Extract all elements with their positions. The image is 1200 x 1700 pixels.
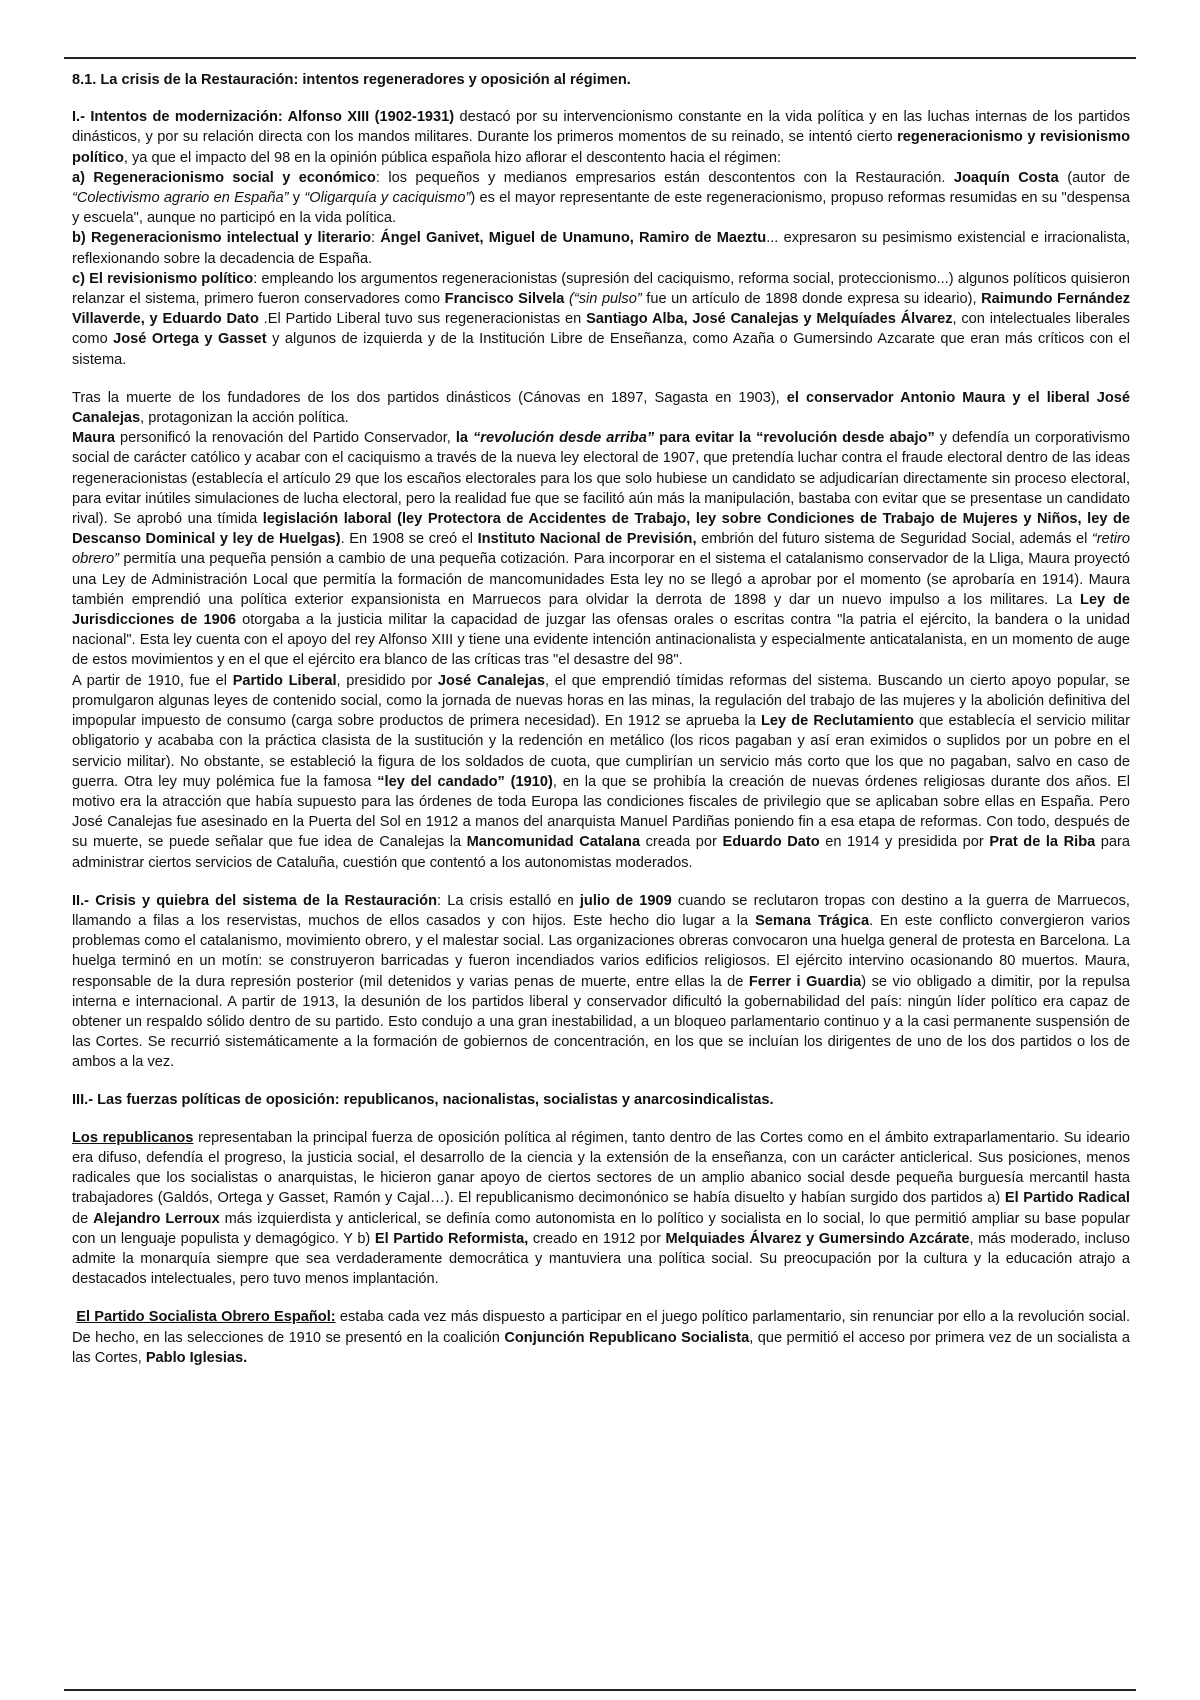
top-rule bbox=[64, 57, 1136, 59]
paragraph-regeneracionismo-social: a) Regeneracionismo social y económico: los pequeños y medianos empresarios están descontentos con la Restauración. Joaquín Costa (autor de “Colectivismo agrario en España” y “Oligarquía y caciquismo”) es el mayor representante de este regeneracionismo, propuso reformas resumidas en su "despensa y escuela", aunque no participó en la vida política. bbox=[72, 169, 1131, 227]
paragraph-republicanos: Los republicanos representaban la principal fuerza de oposición política al régimen, tanto dentro de las Cortes como en el ámbito extraparlamentario. Su ideario era difuso, defendía el progreso, la justicia social, el desarrollo de la ciencia y la extensión de la enseñanza, con un carácter anticlerical. Sus posiciones, menos radicales que los socialistas o anarquistas, le hicieron ganar apoyo de ciertos sectores de un amplio abanico social desde pequeña burguesía mercantil hasta trabajadores (Galdós, Ortega y Gasset, Ramón y Cajal…). El republicanismo decimonónico se había disuelto y habían surgido dos partidos a) El Partido Radical de Alejandro Lerroux más izquierdista y anticlerical, se definía como autonomista en lo político y socialista en lo social, lo que permitió ampliar su base popular con un lenguaje populista y demagógico. Y b) El Partido Reformista, creado en 1912 por Melquiades Álvarez y Gumersindo Azcárate, más moderado, incluso admite la monarquía siempre que sea verdaderamente democrática y mantuviera una política social. Su preocupación por la cultura y la educación atrajo a destacados intelectuales, pero tuvo menos implantación. bbox=[72, 1129, 1131, 1288]
paragraph-maura-canalejas: Tras la muerte de los fundadores de los dos partidos dinásticos (Cánovas en 1897, Sagasta en 1903), el conservador Antonio Maura y el liberal José Canalejas, protagonizan la acción política. bbox=[72, 389, 1131, 427]
section-heading-oposicion: III.- Las fuerzas políticas de oposición: republicanos, nacionalistas, socialistas y anarcosindicalistas. bbox=[72, 1091, 774, 1108]
paragraph-intentos-modernizacion: I.- Intentos de modernización: Alfonso XIII (1902-1931) destacó por su intervencionismo constante en la vida política y en las luchas internas de los partidos dinásticos, y por su relación directa con los mandos militares. Durante los primeros momentos de su reinado, se intentó cierto regeneracionismo y revisionismo político, ya que el impacto del 98 en la opinión pública española hizo aflorar el descontento hacia el régimen: bbox=[72, 109, 1131, 166]
paragraph-maura: Maura personificó la renovación del Partido Conservador, la “revolución desde arriba” para evitar la “revolución desde abajo” y defendía un corporativismo social de carácter católico y acabar con el caciquismo a través de la nueva ley electoral de 1907, que pretendía luchar contra el fraude electoral dentro de las ideas regeneracionistas (establecía el artículo 29 que los escaños electorales para los que solo hubiese un candidato se adjudicarían directamente sin proceso electoral, para evitar inútiles simulaciones de lucha electoral, pero la realidad fue que se facilitó aún más la manipulación, bastaba con evitar que se presentase un candidato rival). Se aprobó una tímida legislación laboral (ley Protectora de Accidentes de Trabajo, ley sobre Condiciones de Trabajo de Mujeres y Niños, ley de Descanso Dominical y ley de Huelgas). En 1908 se creó el Instituto Nacional de Previsión, embrión del futuro sistema de Seguridad Social, además el “retiro obrero” permitía una pequeña pensión a cambio de una pequeña cotización. Para incorporar en el sistema el catalanismo conservador de la Lliga, Maura proyectó una Ley de Administración Local que permitía la formación de mancomunidades Esta ley no se llegó a aprobar por el momento (se aprobaría en 1914). Maura también emprendió una política exterior expansionista en Marruecos para olvidar la derrota de 1898 y dar un nuevo impulso a los militares. La Ley de Jurisdicciones de 1906 otorgaba a la justicia militar la capacidad de juzgar las ofensas orales o escritas contra "la patria el ejército, la bandera o la unidad nacional". Esta ley cuenta con el apoyo del rey Alfonso XIII y tiene una evidente intención antinacionalista y especialmente anticatalanista, en un momento de auge de estos movimientos y en el que el ejército era blanco de las críticas tras "el desastre del 98". bbox=[72, 430, 1131, 669]
page-title: 8.1. La crisis de la Restauración: intentos regeneradores y oposición al régimen. bbox=[72, 72, 631, 88]
paragraph-crisis-quiebra: II.- Crisis y quiebra del sistema de la Restauración: La crisis estalló en julio de 1909 cuando se reclutaron tropas con destino a la guerra de Marruecos, llamando a filas a los reservistas, muchos de ellos casados y con hijos. Este hecho dio lugar a la Semana Trágica. En este conflicto convergieron varios problemas como el catalanismo, movimiento obrero, y el malestar social. Las organizaciones obreras convocaron una huelga general de protesta en Barcelona. La huelga terminó en un motín: se construyeron barricadas y fueron incendiados varios edificios religiosos. El ejército intervino ocasionando 80 muertos. Maura, responsable de la dura represión posterior (mil detenidos y varias penas de muerte, entre ellas la de Ferrer i Guardia) se vio obligado a dimitir, por la repulsa interna e internacional. A partir de 1913, la desunión de los partidos liberal y conservador dificultó la gobernabilidad del país: ningún líder político era capaz de obtener un respaldo sólido dentro de su partido. Esto condujo a una gran inestabilidad, a un bloqueo parlamentario continuo y a la casi permanente suspensión de las Cortes. Se recurrió sistemáticamente a la formación de gobiernos de concentración, en los que se incluían los dirigentes de uno de los dos partidos o los de ambos a la vez. bbox=[72, 892, 1131, 1071]
bottom-rule bbox=[64, 1689, 1136, 1691]
document-page bbox=[72, 70, 1130, 1368]
paragraph-revisionismo-politico: c) El revisionismo político: empleando los argumentos regeneracionistas (supresión del caciquismo, reforma social, proteccionismo...) algunos políticos quisieron relanzar el sistema, primero fueron conservadores como Francisco Silvela (“sin pulso” fue un artículo de 1898 donde expresa su ideario), Raimundo Fernández Villaverde, y Eduardo Dato .El Partido Liberal tuvo sus regeneracionistas en Santiago Alba, José Canalejas y Melquíades Álvarez, con intelectuales liberales como José Ortega y Gasset y algunos de izquierda y de la Institución Libre de Enseñanza, como Azaña o Gumersindo Azcarate que eran más críticos con el sistema. bbox=[72, 270, 1131, 368]
paragraph-psoe: El Partido Socialista Obrero Español: estaba cada vez más dispuesto a participar en el juego político parlamentario, sin renunciar por ello a la revolución social. De hecho, en las selecciones de 1910 se presentó en la coalición Conjunción Republicano Socialista, que permitió el acceso por primera vez de un socialista a las Cortes, Pablo Iglesias. bbox=[72, 1309, 1130, 1366]
paragraph-partido-liberal: A partir de 1910, fue el Partido Liberal, presidido por José Canalejas, el que emprendió tímidas reformas del sistema. Buscando un cierto apoyo popular, se promulgaron algunas leyes de contenido social, como la jornada de nuevas horas en las minas, la regulación del trabajo de las mujeres y la abolición definitiva del impopular impuesto de consumo (carga sobre productos de primera necesidad). En 1912 se aprueba la Ley de Reclutamiento que establecía el servicio militar obligatorio y acababa con la práctica clasista de la sustitución y la redención en metálico (los ricos pagaban y así eran eximidos o suplidos por un pobre en el servicio militar). No obstante, se estableció la figura de los soldados de cuota, que cumplirían un servicio más corto que los que no pagaban, salvo en caso de guerra. Otra ley muy polémica fue la famosa “ley del candado” (1910), en la que se prohibía la creación de nuevas órdenes religiosas durante dos años. El motivo era la atracción que había supuesto para las órdenes de toda Europa las condiciones fiscales de privilegio que se aplicaban sobre ellas en España. Pero José Canalejas fue asesinado en la Puerta del Sol en 1912 a manos del anarquista Manuel Pardiñas poniendo fin a esa etapa de reformas. Con todo, después de su muerte, se puede señalar que fue idea de Canalejas la Mancomunidad Catalana creada por Eduardo Dato en 1914 y presidida por Prat de la Riba para administrar ciertos servicios de Cataluña, cuestión que contentó a los autonomistas moderados. bbox=[72, 672, 1131, 871]
paragraph-regeneracionismo-intelectual: b) Regeneracionismo intelectual y literario: Ángel Ganivet, Miguel de Unamuno, Ramiro de Maeztu... expresaron su pesimismo existencial e irracionalista, reflexionando sobre la decadencia de España. bbox=[72, 230, 1130, 267]
